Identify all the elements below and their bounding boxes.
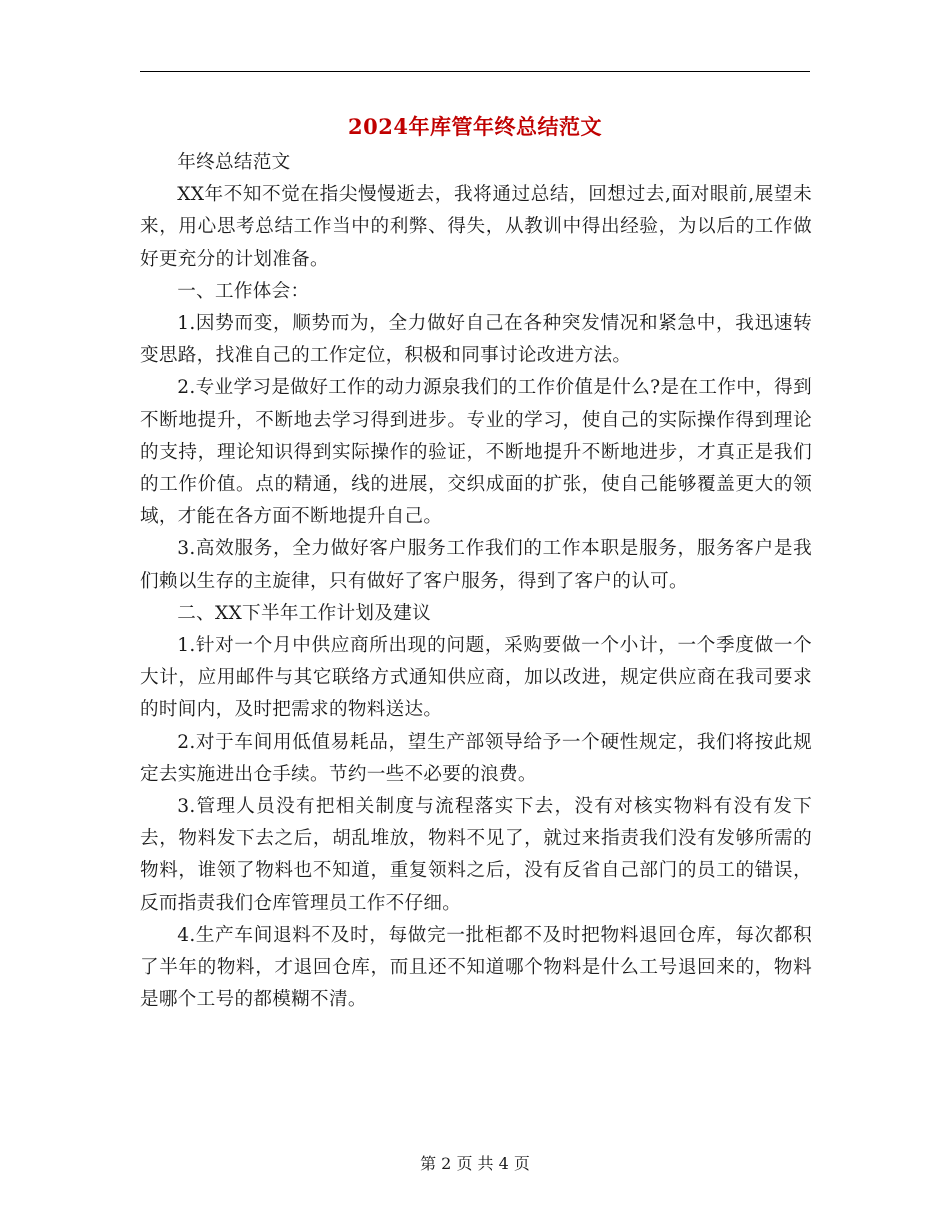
paragraph: 2.对于车间用低值易耗品，望生产部领导给予一个硬性规定，我们将按此规定去实施进出仓手续。节约一些不必要的浪费。 (140, 731, 812, 785)
paragraph: XX年不知不觉在指尖慢慢逝去，我将通过总结，回想过去,面对眼前,展望未来，用心思考总结工作当中的利弊、得失，从教训中得出经验，为以后的工作做好更充分的计划准备。 (140, 184, 812, 270)
paragraph: 1.针对一个月中供应商所出现的问题，采购要做一个小计，一个季度做一个大计，应用邮件与其它联络方式通知供应商，加以改进，规定供应商在我司要求的时间内，及时把需求的物料送达。 (140, 635, 812, 721)
header-rule (140, 71, 810, 72)
page-number-footer: 第 2 页 共 4 页 (420, 1154, 530, 1173)
paragraph: 年终总结范文 (177, 152, 291, 173)
document-body (140, 147, 812, 1016)
document-title: 2024年库管年终总结范文 (348, 114, 602, 139)
section-heading: 二、XX下半年工作计划及建议 (177, 602, 431, 624)
paragraph: 3.高效服务，全力做好客户服务工作我们的工作本职是服务，服务客户是我们赖以生存的主旋律，只有做好了客户服务，得到了客户的认可。 (140, 538, 812, 592)
paragraph: 1.因势而变，顺势而为，全力做好自己在各种突发情况和紧急中，我迅速转变思路，找准自己的工作定位，积极和同事讨论改进方法。 (140, 313, 812, 367)
paragraph: 2.专业学习是做好工作的动力源泉我们的工作价值是什么?是在工作中，得到不断地提升，不断地去学习得到进步。专业的学习，使自己的实际操作得到理论的支持，理论知识得到实际操作的验证，不断地提升不断地进步，才真正是我们的工作价值。点的精通，线的进展，交织成面的扩张，使自己能够覆盖更大的领域，才能在各方面不断地提升自己。 (140, 377, 812, 528)
paragraph: 3.管理人员没有把相关制度与流程落实下去，没有对核实物料有没有发下去，物料发下去之后，胡乱堆放，物料不见了，就过来指责我们没有发够所需的物料，谁领了物料也不知道，重复领料之后，没有反省自己部门的员工的错误，反而指责我们仓库管理员工作不仔细。 (140, 796, 812, 914)
section-heading: 一、工作体会： (177, 280, 310, 302)
paragraph: 4.生产车间退料不及时，每做完一批柜都不及时把物料退回仓库，每次都积了半年的物料，才退回仓库，而且还不知道哪个物料是什么工号退回来的，物料是哪个工号的都模糊不清。 (140, 924, 812, 1011)
